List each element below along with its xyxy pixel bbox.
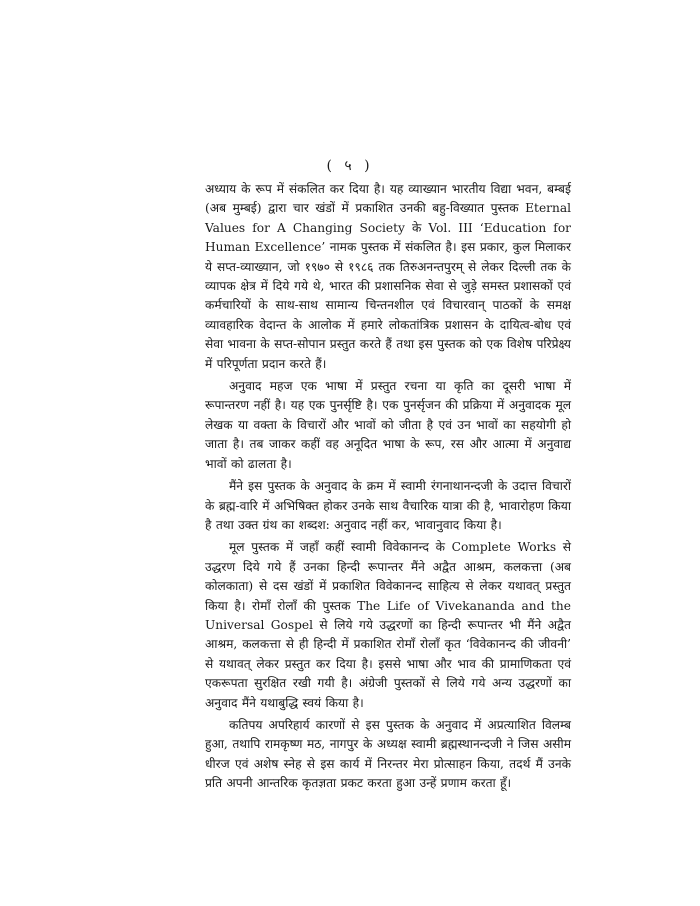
paragraph-continuation: अध्याय के रूप में संकलित कर दिया है। यह व्याख्यान भारतीय विद्या भवन, बम्बई (अब मुम्बई) द्वारा चार खंडों में प्रकाशित उनकी बहु-विख्यात पुस्तक Eternal Values for A Changing Society के Vol. III ‘Education for Human Excellence’ नामक पुस्तक में संकलित है। इस प्रकार, कुल मिलाकर ये सप्त-व्याख्यान, जो १९७० से १९८६ तक तिरुअनन्तपुरम् से लेकर दिल्ली तक के व्यापक क्षेत्र में दिये गये थे, भारत की प्रशासनिक सेवा से जुड़े समस्त प्रशासकों एवं कर्मचारियों के साथ-साथ सामान्य चिन्तनशील एवं विचारवान् पाठकों के समक्ष व्यावहारिक वेदान्त के आलोक में हमारे लोकतांत्रिक प्रशासन के दायित्व-बोध एवं सेवा भावना के सप्त-सोपान प्रस्तुत करते हैं तथा इस पुस्तक को एक विशेष परिप्रेक्ष्य में परिपूर्णता प्रदान करते हैं। — [205, 182, 571, 371]
paragraph-translation-nature: अनुवाद महज एक भाषा में प्रस्तुत रचना या कृति का दूसरी भाषा में रूपान्तरण नहीं है। यह एक पुनर्सृष्टि है। एक पुनर्सृजन की प्रक्रिया में अनुवादक मूल लेखक या वक्ता के विचारों और भावों को जीता है एवं उन भावों का सहयोगी हो जाता है। तब जाकर कहीं वह अनूदित भाषा के रूप, रस और आत्मा में अनुवाद्य भावों को ढालता है। — [205, 379, 571, 471]
paragraph-quotation-sources: मूल पुस्तक में जहाँ कहीं स्वामी विवेकानन्द के Complete Works से उद्धरण दिये गये हैं उनका हिन्दी रूपान्तर मैंने अद्वैत आश्रम, कलकत्ता (अब कोलकाता) से दस खंडों में प्रकाशित विवेकानन्द साहित्य से लेकर यथावत् प्रस्तुत किया है। रोमाँ रोलाँ की पुस्तक The Life of Vivekananda and the Universal Gospel से लिये गये उद्धरणों का हिन्दी रूपान्तर भी मैंने अद्वैत आश्रम, कलकत्ता से ही हिन्दी में प्रकाशित रोमाँ रोलाँ कृत ‘विवेकानन्द की जीवनी’ से यथावत् लेकर प्रस्तुत कर दिया है। इससे भाषा और भाव की प्रामाणिकता एवं एकरूपता सुरक्षित रखी गयी है। अंग्रेजी पुस्तकों से लिये गये अन्य उद्धरणों का अनुवाद मैंने यथाबुद्धि स्वयं किया है। — [205, 540, 571, 710]
page-body — [205, 180, 571, 797]
page-number: ( ५ ) — [326, 158, 374, 174]
paragraph-acknowledgement: कतिपय अपरिहार्य कारणों से इस पुस्तक के अनुवाद में अप्रत्याशित विलम्ब हुआ, तथापि रामकृष्ण मठ, नागपुर के अध्यक्ष स्वामी ब्रह्मस्थानन्दजी ने जिस असीम धीरज एवं अशेष स्नेह से इस कार्य में निरन्तर मेरा प्रोत्साहन किया, तदर्थ मैं उनके प्रति अपनी आन्तरिक कृतज्ञता प्रकट करता हुआ उन्हें प्रणाम करता हूँ। — [205, 717, 571, 791]
paragraph-translation-approach: मैंने इस पुस्तक के अनुवाद के क्रम में स्वामी रंगनाथानन्दजी के उदात्त विचारों के ब्रह्म-वारि में अभिषिक्त होकर उनके साथ वैचारिक यात्रा की है, भावारोहण किया है तथा उक्त ग्रंथ का शब्दश: अनुवाद नहीं कर, भावानुवाद किया है। — [205, 479, 571, 532]
